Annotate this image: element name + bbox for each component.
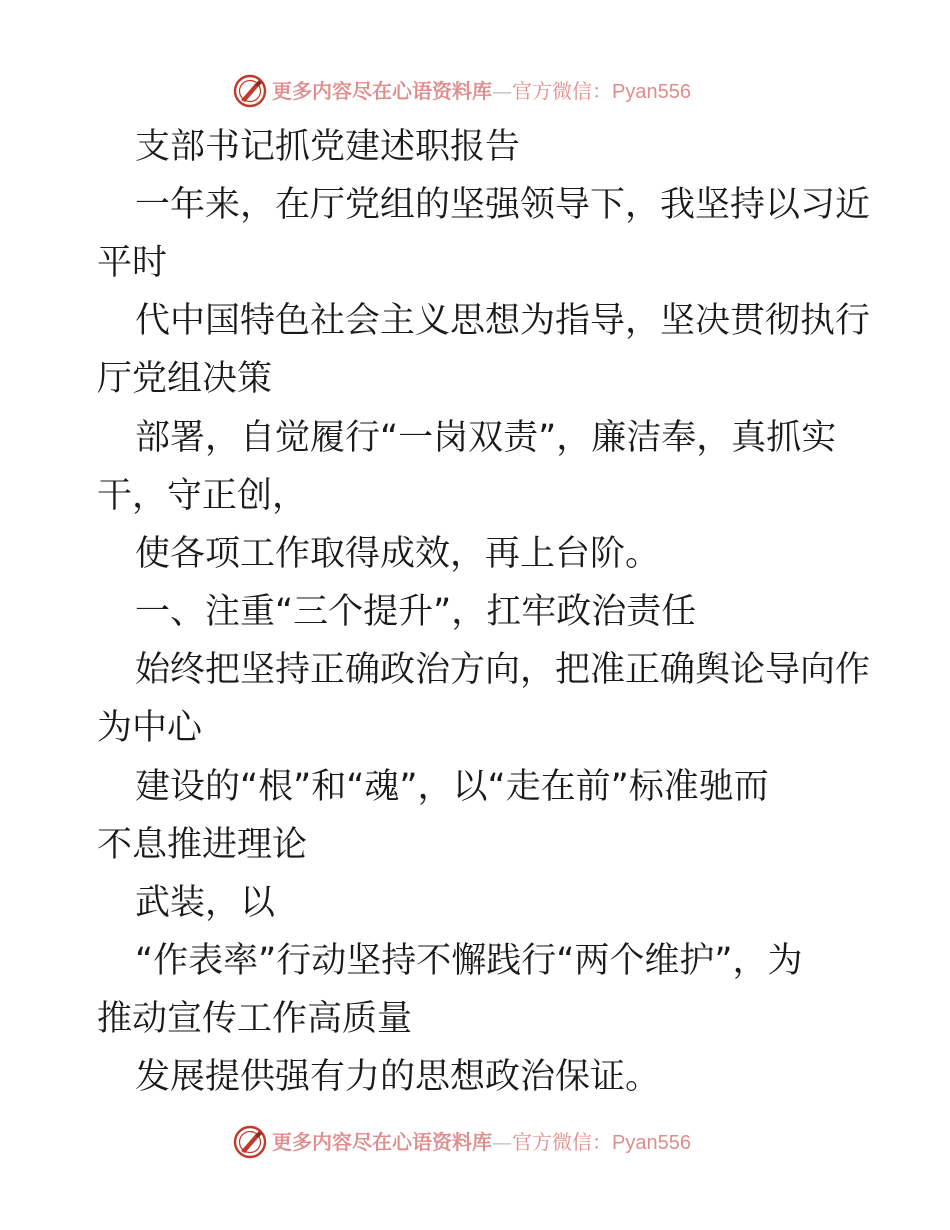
text-line: 厅党组决策 (97, 359, 273, 399)
watermark-footer (0, 1122, 950, 1162)
text-line: 使各项工作取得成效，再上台阶。 (135, 534, 661, 574)
text-line: 发展提供强有力的思想政治保证。 (135, 1057, 661, 1097)
text-line: 武装，以 (135, 883, 276, 923)
text-line: 始终把坚持正确政治方向，把准正确舆论导向作 (135, 650, 871, 690)
text-line: “作表率”行动坚持不懈践行“两个维护”，为 (135, 941, 803, 981)
watermark-separator: — (492, 1130, 512, 1154)
watermark-official-label: 官方微信： (512, 1130, 612, 1154)
text-line: 代中国特色社会主义思想为指导，坚决贯彻执行 (135, 301, 871, 341)
pen-seal-icon (232, 73, 268, 109)
watermark-official-label: 官方微信： (512, 79, 612, 103)
watermark-text (272, 1130, 691, 1155)
watermark-wechat-id: Pyan556 (612, 1132, 691, 1154)
text-line: 不息推进理论 (97, 825, 308, 865)
text-line: 干，守正创， (97, 476, 308, 516)
watermark-site-name: 更多内容尽在心语资料库 (272, 1130, 492, 1154)
text-line: 为中心 (97, 708, 203, 748)
section-heading: 一、注重“三个提升”，扛牢政治责任 (135, 592, 697, 632)
pen-seal-icon (232, 1124, 268, 1160)
text-line: 平时 (97, 243, 168, 283)
watermark-site-name: 更多内容尽在心语资料库 (272, 79, 492, 103)
text-line: 推动宣传工作高质量 (97, 999, 413, 1039)
watermark-wechat-id: Pyan556 (612, 81, 691, 103)
watermark-separator: — (492, 79, 512, 103)
text-line: 一年来，在厅党组的坚强领导下，我坚持以习近 (135, 185, 871, 225)
text-line: 部署，自觉履行“一岗双责”，廉洁奉，真抓实 (135, 418, 837, 458)
watermark-header (0, 71, 950, 111)
watermark-text (272, 79, 691, 104)
text-line: 建设的“根”和“魂”，以“走在前”标准驰而 (135, 767, 769, 807)
document-title: 支部书记抓党建述职报告 (135, 127, 521, 167)
